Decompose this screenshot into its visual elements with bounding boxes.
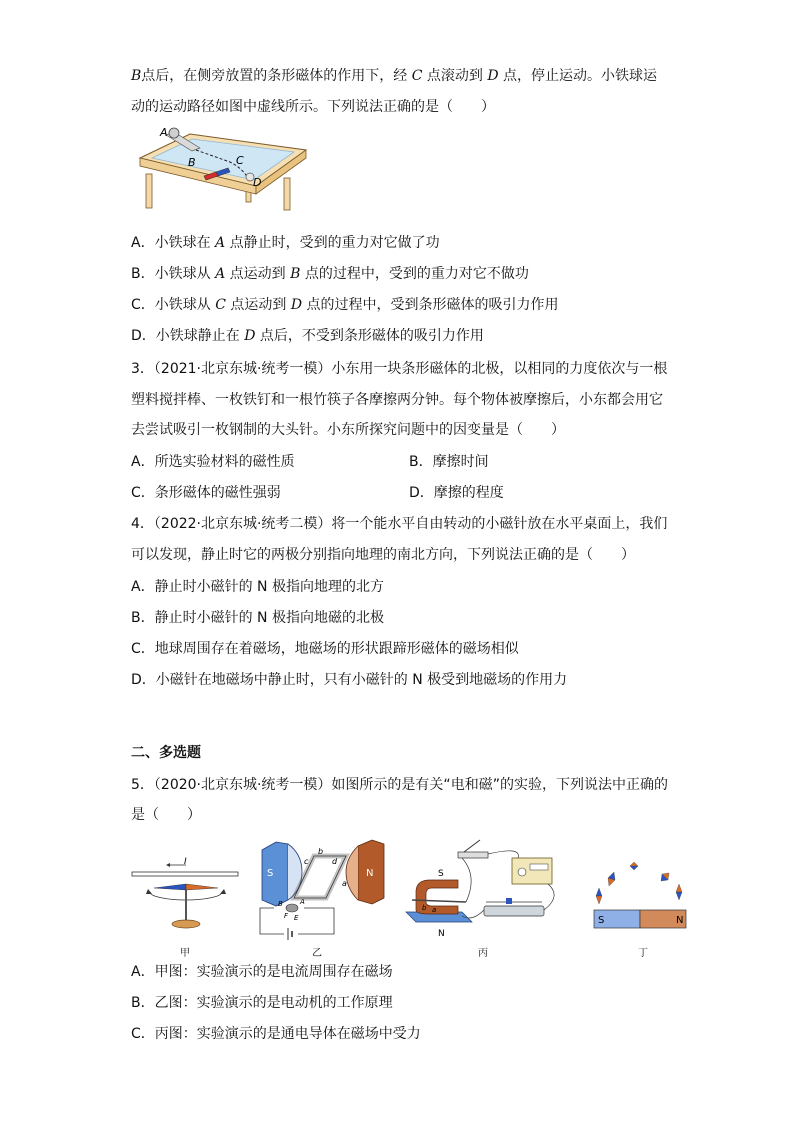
q2-option-d: D．小铁球静止在 D 点后，不受到条形磁体的吸引力作用: [131, 328, 484, 344]
yi-n-label: N: [366, 868, 374, 879]
q3-option-b: B．摩擦时间: [409, 454, 489, 470]
q3-line-1: 3．（2021·北京东城·统考一模）小东用一块条形磁体的北极，以相同的力度依次与一根: [131, 361, 668, 377]
q5-option-a: A．甲图：实验演示的是电流周围存在磁场: [131, 964, 393, 980]
q4-option-c: C．地球周围存在着磁场，地磁场的形状跟蹄形磁体的磁场相似: [131, 641, 519, 657]
q5-figure-yi: [254, 834, 390, 942]
q3-line-2: 塑料搅拌棒、一枚铁钉和一根竹筷子各摩擦两分钟。每个物体被摩擦后，小东都会用它: [131, 392, 663, 408]
q2-option-c: C．小铁球从 C 点运动到 D 点的过程中，受到条形磁体的吸引力作用: [131, 297, 559, 313]
label-A: A: [160, 126, 168, 139]
q4-line-2: 可以发现，静止时它的两极分别指向地理的南北方向，下列说法正确的是（ ）: [131, 547, 635, 563]
caption-bing: 丙: [478, 948, 488, 959]
q4-option-a: A．静止时小磁针的 N 极指向地理的北方: [131, 579, 384, 595]
q4-option-b: B．静止时小磁针的 N 极指向地磁的北极: [131, 610, 384, 626]
svg-text:c: c: [304, 857, 309, 866]
bing-s-label: S: [438, 869, 444, 879]
svg-text:d: d: [332, 857, 338, 866]
current-label: I: [184, 857, 187, 867]
section-heading-multi-choice: 二、多选题: [131, 745, 201, 761]
svg-text:E: E: [294, 914, 299, 922]
svg-text:a: a: [342, 879, 347, 888]
yi-s-label: S: [267, 868, 274, 879]
svg-text:B: B: [278, 900, 283, 908]
caption-ding: 丁: [638, 948, 648, 959]
q3-option-a: A．所选实验材料的磁性质: [131, 454, 295, 470]
q5-line-2: 是（ ）: [131, 807, 201, 823]
q5-figure-bing: [402, 836, 570, 942]
q4-option-d: D．小磁针在地磁场中静止时，只有小磁针的 N 极受到地磁场的作用力: [131, 672, 568, 688]
q4-line-1: 4．（2022·北京东城·统考二模）将一个能水平自由转动的小磁针放在水平桌面上，我们: [131, 516, 668, 532]
svg-text:a: a: [432, 906, 437, 914]
q3-option-d: D．摩擦的程度: [409, 485, 504, 501]
q5-figure-jia: [128, 856, 244, 942]
svg-text:b: b: [422, 904, 427, 912]
q5-option-c: C．丙图：实验演示的是通电导体在磁场中受力: [131, 1026, 421, 1042]
label-D: D: [253, 176, 262, 189]
q3-line-3: 去尝试吸引一枚钢制的大头针。小东所探究问题中的因变量是（ ）: [131, 422, 565, 438]
q2-option-b: B．小铁球从 A 点运动到 B 点的过程中，受到的重力对它不做功: [131, 266, 529, 282]
q2-option-a: A．小铁球在 A 点静止时，受到的重力对它做了功: [131, 235, 440, 251]
label-B: B: [188, 156, 196, 169]
svg-text:A: A: [300, 898, 305, 906]
label-C: C: [236, 154, 244, 167]
svg-text:F: F: [284, 912, 289, 920]
ding-n-label: N: [676, 915, 684, 926]
q2-line-1: B点后，在侧旁放置的条形磁体的作用下，经 C 点滚动到 D 点，停止运动。小铁球运: [131, 68, 658, 84]
q3-option-c: C．条形磁体的磁性强弱: [131, 485, 281, 501]
q5-option-b: B．乙图：实验演示的是电动机的工作原理: [131, 995, 393, 1011]
q2-tray-figure: [134, 122, 310, 214]
q2-line-2: 动的运动路径如图中虚线所示。下列说法正确的是（ ）: [131, 99, 495, 115]
caption-yi: 乙: [312, 948, 322, 959]
svg-text:b: b: [318, 847, 324, 856]
bing-n-label: N: [438, 929, 445, 939]
q5-line-1: 5．（2020·北京东城·统考一模）如图所示的是有关“电和磁”的实验，下列说法中正确的: [131, 777, 668, 793]
q5-figure-ding: [590, 856, 690, 936]
ding-s-label: S: [598, 915, 605, 926]
caption-jia: 甲: [180, 948, 190, 959]
